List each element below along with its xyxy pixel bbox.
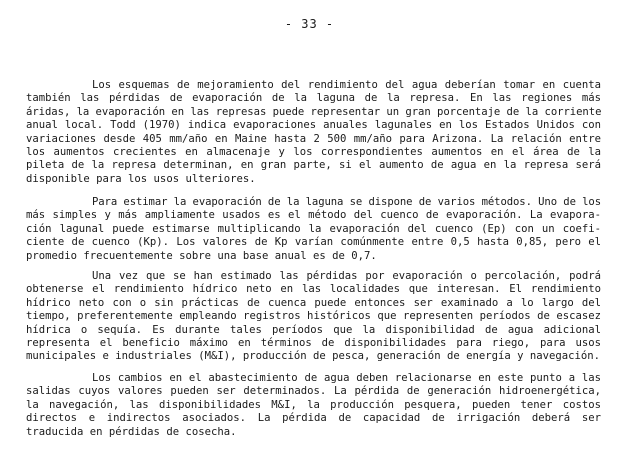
text-line: Para estimar la evaporación de la laguna se dispone de varios métodos. Uno de los [92,196,601,208]
text-line: promedio frecuentemente sobre una base anual es de 0,7. [26,249,377,262]
text-line: Una vez que se han estimado las pérdidas por evaporación o percolación, podrá [92,270,601,282]
text-line: hídrico neto con o sin prácticas de cuenca puede entonces ser examinado a lo largo del [26,296,601,309]
text-line: traducida en pérdidas de cosecha. [26,425,237,438]
text-line: representa el beneficio máximo en términos de disponibilidades para riego, para usos [26,336,601,349]
text-line: tiempo, preferentemente empleando registros históricos que representen períodos de escasez [26,310,601,323]
paragraph-supply-changes [26,372,601,439]
text-line: también las pérdidas de evaporación de la laguna de la represa. En las regiones más [26,92,601,105]
paragraph-net-water-yield [26,270,601,364]
paragraph-evaporation-methods [26,196,601,263]
text-line: ción lagunal puede estimarse multiplicando la evaporación del cuenco (Ep) con un coefi- [26,222,601,235]
text-line: obtenerse el rendimiento hídrico neto en las localidades que interesan. El rendimiento [26,283,601,296]
text-line: áridas, la evaporación en las represas puede representar un gran porcentaje de la corriente [26,105,602,118]
text-line: la navegación, las disponibilidades M&I, la producción pesquera, pueden tener costos [26,398,601,411]
text-line: Los cambios en el abastecimiento de agua deben relacionarse en este punto a las [92,372,601,384]
text-line: salidas cuyos valores pueden ser determinados. La pérdida de generación hidroenergética, [26,385,601,398]
paragraph-reservoir-evaporation [26,79,601,186]
text-line: ciente de cuenco (Kp). Los valores de Kp varían comúnmente entre 0,5 hasta 0,85, pero el [26,236,601,249]
text-line: los aumentos crecientes en almacenaje y los correspondientes aumentos en el área de la [26,145,601,158]
text-line: municipales e industriales (M&I), producción de pesca, generación de energía y navegación. [26,350,601,363]
text-line: variaciones desde 405 mm/año en Maine hasta 2 500 mm/año para Arizona. La relación entre [26,132,601,145]
text-line: Los esquemas de mejoramiento del rendimiento del agua deberían tomar en cuenta [92,79,601,91]
text-line: disponible para los usos ulteriores. [26,172,256,185]
text-line: directos e indirectos asociados. La pérdida de capacidad de irrigación deberá ser [26,412,601,425]
text-line: pileta de la represa determinan, en gran parte, si el aumento de agua en la represa será [26,159,601,172]
text-line: anual local. Todd (1970) indica evaporaciones anuales lagunales en los Estados Unidos con [26,119,601,132]
page-number: - 33 - [284,17,335,31]
text-line: hídrica o sequía. Es durante tales períodos que la disponibilidad de agua adicional [26,323,601,336]
text-line: más simples y más ampliamente usados es el método del cuenco de evaporación. La evapora- [26,209,601,222]
